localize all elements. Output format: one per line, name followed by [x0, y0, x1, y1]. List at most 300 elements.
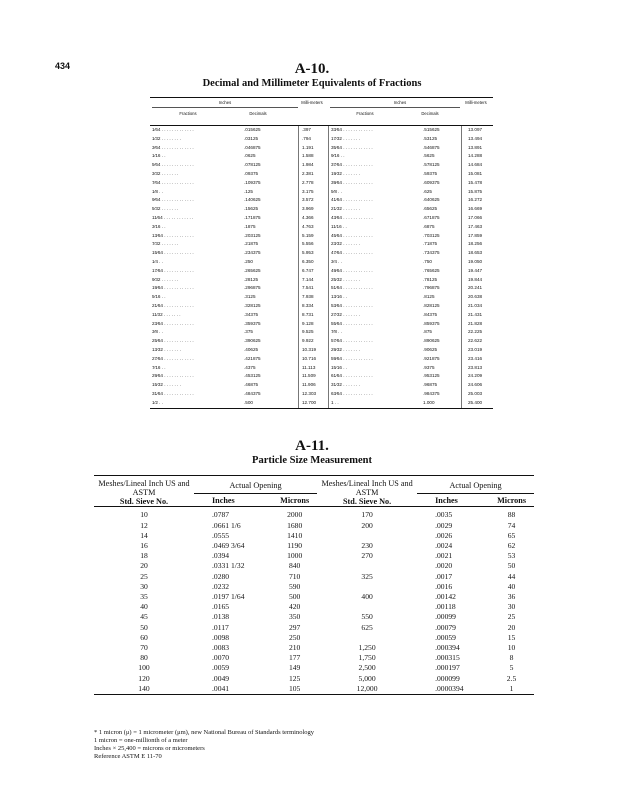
millimeters-cell: 1.588	[302, 153, 314, 159]
table-row	[94, 633, 534, 643]
inches-cell: .0661 1/6	[212, 520, 241, 530]
inches-cell: .0280	[212, 571, 230, 581]
fraction-cell: 59⁄64 . . . . . . . . . . . .	[331, 355, 373, 361]
inches-cell: .0029	[435, 520, 453, 530]
particle-table-body	[94, 507, 534, 695]
decimal-cell: .640625	[423, 197, 440, 203]
sieve-number-cell: 1,750	[358, 653, 376, 663]
sieve-number-cell	[317, 633, 417, 643]
fraction-cell: 15⁄16 . .	[331, 364, 348, 370]
inches-cell: .000099	[435, 673, 460, 683]
decimal-cell: .609375	[423, 179, 440, 185]
fraction-row	[150, 144, 493, 153]
decimal-cell: .515625	[423, 127, 440, 132]
decimal-cell: .953125	[423, 373, 440, 379]
sieve-number-cell: 170	[361, 510, 373, 520]
fraction-cell: 41⁄64 . . . . . . . . . . . .	[331, 197, 373, 203]
decimal-cell: .015625	[244, 127, 261, 132]
millimeters-cell: 13.891	[468, 144, 483, 150]
microns-cell: 53	[507, 551, 516, 561]
fraction-row	[150, 232, 493, 241]
millimeters-cell: 7.144	[302, 276, 314, 282]
fraction-cell: 27⁄64 . . . . . . . . . . . .	[152, 355, 194, 361]
fraction-row	[150, 135, 493, 144]
fraction-row	[150, 302, 493, 311]
table-row	[94, 521, 534, 531]
inches-cell: .00099	[435, 612, 456, 622]
microns-cell: 2000	[287, 510, 303, 520]
millimeters-cell: 13.494	[468, 135, 483, 141]
inches-cell: .0000394	[435, 683, 464, 693]
fraction-row	[150, 399, 493, 408]
decimal-cell: .796875	[423, 285, 440, 291]
microns-cell: 20	[507, 622, 516, 632]
sieve-number-cell: 12	[140, 520, 148, 530]
decimal-cell: .265625	[244, 267, 261, 273]
table-row	[94, 507, 534, 521]
sieve-number-cell: 120	[138, 673, 150, 683]
right-mm-header: Milli-meters	[465, 100, 487, 105]
microns-cell: 30	[507, 602, 516, 612]
fraction-table-header	[150, 98, 493, 126]
millimeters-cell: 4.366	[302, 214, 314, 220]
decimal-cell: .53125	[423, 135, 438, 141]
fraction-row	[150, 337, 493, 346]
millimeters-cell: 15.478	[468, 179, 483, 185]
decimal-cell: .703125	[423, 232, 440, 238]
sieve-number-cell: 400	[361, 591, 373, 601]
right-fractions-header: Fractions	[356, 111, 374, 116]
fraction-cell: 19⁄64 . . . . . . . . . . . .	[152, 285, 194, 291]
millimeters-cell: 17.463	[468, 223, 483, 229]
decimal-cell: .09375	[244, 170, 259, 176]
inches-cell: .000197	[435, 663, 460, 673]
fraction-row	[150, 205, 493, 214]
fraction-cell: 3⁄16 . .	[152, 223, 166, 229]
fraction-cell: 1⁄32 . . . . . . . .	[152, 135, 181, 141]
inches-cell: .0394	[212, 551, 230, 561]
decimal-cell: .875	[423, 329, 432, 335]
actual-opening-header-left: Actual Opening	[194, 476, 317, 494]
column-divider	[461, 126, 462, 408]
millimeters-cell: 7.938	[302, 294, 314, 300]
microns-cell: 65	[507, 530, 516, 540]
sieve-header-right: Std. Sieve No.	[342, 497, 392, 506]
fraction-row	[150, 311, 493, 320]
decimal-cell: .421875	[244, 355, 261, 361]
millimeters-cell: 5.556	[302, 241, 314, 247]
table-row	[94, 663, 534, 673]
inches-cell: .0098	[212, 632, 230, 642]
sieve-number-cell: 35	[140, 591, 148, 601]
microns-cell: 40	[507, 581, 516, 591]
table-row	[94, 643, 534, 653]
fraction-cell: 15⁄32 . . . . . . .	[152, 382, 181, 388]
sieve-number-cell: 60	[140, 632, 148, 642]
sieve-number-cell	[317, 561, 417, 571]
inches-cell: .0070	[212, 653, 230, 663]
microns-cell: 50	[507, 561, 516, 571]
microns-cell: 2.5	[506, 673, 517, 683]
fraction-table-body	[150, 126, 493, 408]
millimeters-cell: 9.128	[302, 320, 314, 326]
decimal-cell: .578125	[423, 162, 440, 168]
decimal-cell: .78125	[423, 276, 438, 282]
microns-cell: 350	[288, 612, 301, 622]
decimal-cell: .1875	[244, 223, 256, 229]
fraction-cell: 25⁄32 . . . . . . .	[331, 276, 360, 282]
microns-cell: 25	[507, 612, 516, 622]
decimal-cell: .890625	[423, 338, 440, 344]
fraction-row	[150, 196, 493, 205]
microns-cell: 10	[507, 642, 516, 652]
millimeters-cell: .397	[302, 127, 311, 132]
fraction-cell: 23⁄32 . . . . . . .	[331, 241, 360, 247]
decimal-cell: .15625	[244, 206, 259, 212]
microns-cell: 88	[507, 510, 516, 520]
table-row	[94, 623, 534, 633]
millimeters-cell: 19.447	[468, 267, 483, 273]
millimeters-cell: 12.700	[302, 399, 317, 405]
decimal-cell: 1.000	[423, 399, 435, 405]
fraction-cell: 5⁄8 . .	[331, 188, 342, 194]
microns-cell: 15	[507, 632, 516, 642]
inches-cell: .0232	[212, 581, 230, 591]
table-row	[94, 531, 534, 541]
fraction-row	[150, 223, 493, 232]
fraction-row	[150, 267, 493, 276]
sieve-number-cell: 70	[140, 642, 148, 652]
decimal-cell: .453125	[244, 373, 261, 379]
fraction-cell: 15⁄64 . . . . . . . . . . . .	[152, 250, 194, 256]
decimal-cell: .859375	[423, 320, 440, 326]
decimal-cell: .40625	[244, 346, 259, 352]
fraction-cell: 7⁄32 . . . . . . .	[152, 241, 179, 247]
decimal-cell: .5625	[423, 153, 435, 159]
millimeters-cell: 3.175	[302, 188, 314, 194]
inches-cell: .00079	[435, 622, 456, 632]
millimeters-cell: 8.334	[302, 302, 314, 308]
microns-cell: 36	[507, 591, 516, 601]
decimal-cell: .21875	[244, 241, 259, 247]
microns-cell: 1	[509, 683, 514, 693]
inches-cell: .0026	[435, 530, 453, 540]
microns-cell: 74	[507, 520, 516, 530]
fraction-cell: 57⁄64 . . . . . . . . . . . .	[331, 338, 373, 344]
inches-cell: .0059	[212, 663, 230, 673]
fraction-row	[150, 258, 493, 267]
millimeters-cell: 18.653	[468, 250, 483, 256]
fraction-cell: 13⁄16 . .	[331, 294, 348, 300]
fraction-cell: 21⁄64 . . . . . . . . . . . .	[152, 302, 194, 308]
fraction-row	[150, 320, 493, 329]
fraction-row	[150, 372, 493, 381]
fraction-cell: 3⁄4 . .	[331, 258, 342, 264]
microns-cell: 105	[288, 683, 301, 693]
fraction-cell: 1⁄4 . .	[152, 258, 163, 264]
millimeters-cell: 7.541	[302, 285, 314, 291]
decimal-cell: .390625	[244, 338, 261, 344]
fraction-cell: 39⁄64 . . . . . . . . . . . .	[331, 179, 373, 185]
microns-cell: 297	[288, 622, 301, 632]
fraction-cell: 49⁄64 . . . . . . . . . . . .	[331, 267, 373, 273]
millimeters-cell: 3.969	[302, 206, 314, 212]
a11-subtitle: Particle Size Measurement	[252, 455, 372, 466]
millimeters-cell: 15.875	[468, 188, 483, 194]
millimeters-cell: 13.097	[468, 127, 483, 132]
fraction-equivalents-table	[150, 97, 493, 409]
table-row	[94, 653, 534, 663]
decimal-cell: .375	[244, 329, 253, 335]
right-decimals-header: Decimals	[421, 111, 439, 116]
fraction-cell: 3⁄32 . . . . . . .	[152, 170, 179, 176]
millimeters-cell: 16.669	[468, 206, 483, 212]
fraction-row	[150, 390, 493, 399]
fraction-cell: 5⁄16 . .	[152, 294, 166, 300]
decimal-cell: .59375	[423, 170, 438, 176]
footnotes	[94, 729, 314, 761]
fraction-cell: 11⁄16 . .	[331, 223, 347, 229]
fraction-cell: 11⁄64 . . . . . . . . . . . .	[152, 214, 194, 220]
sieve-number-cell	[317, 602, 417, 612]
sieve-number-cell: 325	[361, 571, 373, 581]
column-divider	[298, 126, 299, 408]
fraction-cell: 1 . .	[331, 399, 339, 405]
decimal-cell: .03125	[244, 135, 259, 141]
footnote-4: Reference ASTM E 11-70	[94, 753, 162, 760]
sieve-number-cell: 100	[138, 663, 150, 673]
millimeters-cell: 21.034	[468, 302, 483, 308]
fraction-cell: 61⁄64 . . . . . . . . . . . .	[331, 373, 373, 379]
fraction-cell: 37⁄64 . . . . . . . . . . . .	[331, 162, 373, 168]
decimal-cell: .078125	[244, 162, 261, 168]
fraction-cell: 31⁄32 . . . . . . .	[331, 382, 360, 388]
inches-cell: .00118	[435, 602, 456, 612]
decimal-cell: .984375	[423, 390, 440, 396]
microns-cell: 1190	[287, 540, 303, 550]
millimeters-cell: 11.509	[302, 373, 316, 379]
sieve-number-cell: 270	[361, 551, 373, 561]
table-row	[94, 541, 534, 551]
inches-cell: .0016	[435, 581, 453, 591]
millimeters-cell: 9.922	[302, 338, 314, 344]
millimeters-cell: 23.416	[468, 355, 483, 361]
a10-subtitle: Decimal and Millimeter Equivalents of Fractions	[202, 78, 422, 89]
fraction-cell: 33⁄64 . . . . . . . . . . . .	[331, 127, 373, 132]
millimeters-cell: .794	[302, 135, 311, 141]
inches-cell: .00142	[435, 591, 456, 601]
millimeters-cell: 24.606	[468, 382, 483, 388]
inches-cell: .0017	[435, 571, 453, 581]
fraction-row	[150, 126, 493, 135]
millimeters-cell: 12.303	[302, 390, 317, 396]
decimal-cell: .359375	[244, 320, 261, 326]
decimal-cell: .34375	[244, 311, 259, 317]
sieve-number-cell: 40	[140, 602, 148, 612]
fraction-row	[150, 188, 493, 197]
sieve-number-cell: 45	[140, 612, 148, 622]
decimal-cell: .046875	[244, 144, 261, 150]
millimeters-cell: 14.288	[468, 153, 483, 159]
microns-cell: 210	[288, 642, 301, 652]
microns-cell: 125	[288, 673, 301, 683]
fraction-cell: 23⁄64 . . . . . . . . . . . .	[152, 320, 194, 326]
page-number: 434	[55, 61, 71, 71]
decimal-cell: .171875	[244, 214, 261, 220]
millimeters-cell: 8.731	[302, 311, 314, 317]
decimal-cell: .8125	[423, 294, 435, 300]
fraction-cell: 25⁄64 . . . . . . . . . . . .	[152, 338, 194, 344]
millimeters-cell: 11.906	[302, 382, 316, 388]
millimeters-cell: 25.400	[468, 399, 483, 405]
fraction-cell: 9⁄16 . .	[331, 153, 345, 159]
fraction-cell: 63⁄64 . . . . . . . . . . . .	[331, 390, 373, 396]
millimeters-cell: 3.572	[302, 197, 314, 203]
fraction-row	[150, 240, 493, 249]
fraction-cell: 1⁄64 . . . . . . . . . . . . .	[152, 127, 194, 132]
millimeters-cell: 9.525	[302, 329, 314, 335]
fraction-row	[150, 381, 493, 390]
fraction-cell: 31⁄64 . . . . . . . . . . . .	[152, 390, 194, 396]
inches-cell: .0117	[212, 622, 229, 632]
sieve-number-cell: 50	[140, 622, 148, 632]
millimeters-cell: 19.844	[468, 276, 483, 282]
sieve-number-cell: 2,500	[358, 663, 376, 673]
decimal-cell: .828125	[423, 302, 440, 308]
inches-cell: .0049	[212, 673, 230, 683]
millimeters-cell: 17.859	[468, 232, 483, 238]
decimal-cell: .4375	[244, 364, 256, 370]
inches-cell: .0035	[435, 510, 453, 520]
sieve-number-cell: 20	[140, 561, 148, 571]
fraction-cell: 3⁄64 . . . . . . . . . . . . .	[152, 144, 194, 150]
fraction-cell: 21⁄32 . . . . . . .	[331, 206, 360, 212]
fraction-cell: 7⁄16 . .	[152, 364, 166, 370]
microns-cell: 177	[288, 653, 301, 663]
decimal-cell: .734375	[423, 250, 440, 256]
millimeters-cell: 16.272	[468, 197, 483, 203]
millimeters-cell: 22.225	[468, 329, 483, 335]
millimeters-cell: 24.209	[468, 373, 483, 379]
fraction-cell: 47⁄64 . . . . . . . . . . . .	[331, 250, 373, 256]
inches-cell: .0197 1/64	[212, 591, 245, 601]
fraction-cell: 11⁄32 . . . . . . .	[152, 311, 181, 317]
millimeters-cell: 5.159	[302, 232, 314, 238]
millimeters-cell: 1.984	[302, 162, 314, 168]
inches-cell: .0024	[435, 540, 453, 550]
fraction-row	[150, 249, 493, 258]
decimal-cell: .84375	[423, 311, 438, 317]
decimal-cell: .484375	[244, 390, 261, 396]
millimeters-cell: 11.113	[302, 364, 316, 370]
fraction-row	[150, 276, 493, 285]
decimal-cell: .3125	[244, 294, 256, 300]
inches-cell: .0138	[212, 612, 230, 622]
inches-cell: .0083	[212, 642, 230, 652]
fraction-cell: 53⁄64 . . . . . . . . . . . .	[331, 302, 373, 308]
fraction-cell: 9⁄32 . . . . . . .	[152, 276, 179, 282]
fraction-cell: 5⁄64 . . . . . . . . . . . . .	[152, 162, 194, 168]
decimal-cell: .328125	[244, 302, 261, 308]
decimal-cell: .234375	[244, 250, 261, 256]
millimeters-cell: 18.256	[468, 241, 483, 247]
decimal-cell: .90625	[423, 346, 438, 352]
fraction-row	[150, 346, 493, 355]
left-inches-header: Inches	[218, 100, 232, 105]
fraction-cell: 7⁄64 . . . . . . . . . . . . .	[152, 179, 194, 185]
sieve-number-cell: 80	[140, 653, 148, 663]
fraction-cell: 51⁄64 . . . . . . . . . . . .	[331, 285, 373, 291]
table-row	[94, 592, 534, 602]
mesh-header-right	[317, 476, 417, 507]
fraction-row	[150, 355, 493, 364]
sieve-number-cell	[317, 582, 417, 592]
table-row	[94, 684, 534, 695]
inches-cell: .0165	[212, 602, 230, 612]
right-inches-header: Inches	[393, 100, 407, 105]
sieve-number-cell: 230	[361, 540, 373, 550]
fraction-row	[150, 364, 493, 373]
fraction-cell: 3⁄8 . .	[152, 329, 163, 335]
sieve-header-left: Std. Sieve No.	[119, 497, 169, 506]
inches-header-right: Inches	[435, 495, 458, 505]
decimal-cell: .750	[423, 258, 432, 264]
footnote-1: * 1 micron (μ) = 1 micrometer (μm), new National Bureau of Standards terminology	[94, 729, 315, 736]
millimeters-cell: 17.066	[468, 214, 483, 220]
decimal-cell: .250	[244, 258, 253, 264]
fraction-cell: 1⁄8 . .	[152, 188, 163, 194]
table-row	[94, 551, 534, 561]
fraction-cell: 29⁄32 . . . . . . .	[331, 346, 360, 352]
sieve-number-cell: 12,000	[356, 683, 378, 693]
millimeters-cell: 21.828	[468, 320, 483, 326]
column-divider	[328, 126, 329, 408]
fraction-row	[150, 284, 493, 293]
decimal-cell: .625	[423, 188, 432, 194]
fraction-cell: 1⁄2 . .	[152, 399, 163, 405]
microns-cell: 1410	[287, 530, 303, 540]
microns-cell: 840	[288, 561, 301, 571]
millimeters-cell: 23.813	[468, 364, 483, 370]
sieve-number-cell: 30	[140, 581, 148, 591]
inches-cell: .0469 3/64	[212, 540, 245, 550]
microns-cell: 420	[288, 602, 301, 612]
fraction-cell: 17⁄64 . . . . . . . . . . . .	[152, 267, 194, 273]
sieve-number-cell: 625	[361, 622, 373, 632]
microns-cell: 1000	[287, 551, 303, 561]
microns-header-left: Microns	[280, 495, 310, 505]
sieve-number-cell: 200	[361, 520, 373, 530]
millimeters-cell: 4.763	[302, 223, 314, 229]
table-row	[94, 674, 534, 684]
microns-cell: 500	[288, 591, 301, 601]
a11-title: A-11.	[295, 438, 329, 454]
decimal-cell: .921875	[423, 355, 440, 361]
sieve-number-cell: 25	[140, 571, 148, 581]
millimeters-cell: 1.191	[302, 144, 314, 150]
millimeters-cell: 21.431	[468, 311, 483, 317]
microns-cell: 710	[288, 571, 301, 581]
fraction-cell: 5⁄32 . . . . . . .	[152, 206, 179, 212]
decimal-cell: .140625	[244, 197, 261, 203]
fraction-row	[150, 293, 493, 302]
inches-cell: .0331 1/32	[212, 561, 245, 571]
millimeters-cell: 19.050	[468, 258, 483, 264]
decimal-cell: .109375	[244, 179, 261, 185]
left-decimals-header: Decimals	[249, 111, 267, 116]
decimal-cell: .28125	[244, 276, 259, 282]
table-row	[94, 582, 534, 592]
